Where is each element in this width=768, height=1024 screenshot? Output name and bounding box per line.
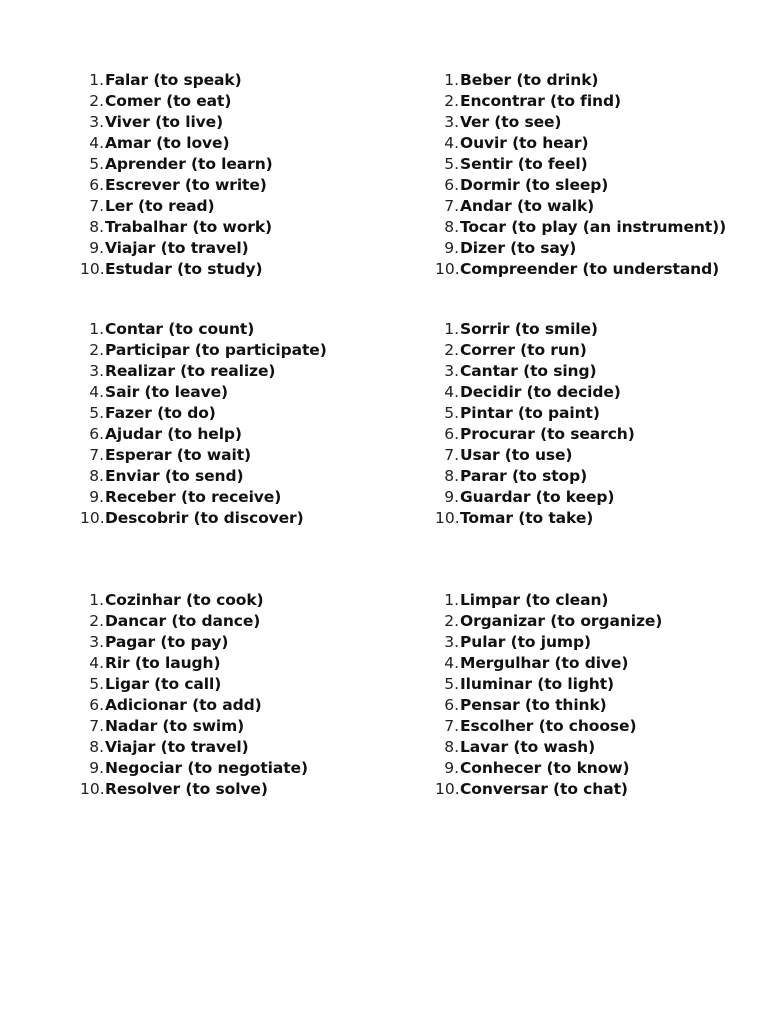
list-item [435,611,765,632]
item-number: 8. [444,738,459,756]
item-text: Esperar (to wait) [105,446,251,464]
list-item [80,238,410,259]
item-number: 7. [89,197,104,215]
list-item [435,133,765,154]
item-text: Procurar (to search) [460,425,635,443]
list-item [80,133,410,154]
item-text: Realizar (to realize) [105,362,276,380]
list-item [435,508,765,529]
list-item [80,632,410,653]
item-number: 8. [89,467,104,485]
list-item [80,779,410,800]
list-item [80,196,410,217]
item-number: 9. [89,759,104,777]
list-item [80,91,410,112]
item-number: 2. [444,92,459,110]
item-number: 2. [89,612,104,630]
list-item [435,758,765,779]
item-number: 7. [89,717,104,735]
item-number: 8. [89,738,104,756]
item-number: 5. [89,675,104,693]
item-number: 1. [444,71,459,89]
item-text: Usar (to use) [460,446,573,464]
item-number: 2. [444,341,459,359]
list-item [80,445,410,466]
verb-list-3 [80,319,410,529]
list-item [80,466,410,487]
item-number: 2. [89,92,104,110]
item-number: 8. [444,467,459,485]
item-text: Fazer (to do) [105,404,216,422]
item-number: 3. [89,633,104,651]
item-text: Sentir (to feel) [460,155,588,173]
list-item [435,91,765,112]
list-item [80,758,410,779]
item-number: 4. [89,654,104,672]
item-text: Organizar (to organize) [460,612,663,630]
item-number: 10. [435,260,460,278]
verb-list-1 [80,70,410,280]
list-item [435,70,765,91]
item-number: 9. [89,239,104,257]
item-number: 9. [89,488,104,506]
item-number: 1. [444,591,459,609]
list-item [80,382,410,403]
verb-list-5 [80,590,410,800]
list-item [435,716,765,737]
list-item [80,737,410,758]
item-number: 3. [444,113,459,131]
item-text: Encontrar (to find) [460,92,621,110]
list-item [80,319,410,340]
item-number: 3. [89,113,104,131]
item-text: Escolher (to choose) [460,717,637,735]
list-item [435,424,765,445]
list-item [80,674,410,695]
item-number: 5. [444,675,459,693]
item-text: Viajar (to travel) [105,738,249,756]
list-item [80,487,410,508]
verb-list-4 [435,319,765,529]
item-number: 7. [89,446,104,464]
item-number: 5. [89,155,104,173]
list-item [80,590,410,611]
list-item [80,653,410,674]
item-number: 3. [444,633,459,651]
item-text: Viver (to live) [105,113,224,131]
list-item [80,695,410,716]
list-item [435,632,765,653]
item-number: 9. [444,759,459,777]
list-item [80,217,410,238]
item-text: Guardar (to keep) [460,488,615,506]
item-text: Contar (to count) [105,320,255,338]
item-text: Ver (to see) [460,113,562,131]
list-item [80,175,410,196]
list-item [435,382,765,403]
list-item [435,112,765,133]
item-number: 6. [444,176,459,194]
list-item [435,217,765,238]
item-text: Nadar (to swim) [105,717,245,735]
item-text: Estudar (to study) [105,260,263,278]
item-text: Decidir (to decide) [460,383,621,401]
item-text: Trabalhar (to work) [105,218,273,236]
item-number: 9. [444,488,459,506]
item-text: Limpar (to clean) [460,591,609,609]
item-text: Receber (to receive) [105,488,282,506]
item-text: Conhecer (to know) [460,759,630,777]
item-text: Ouvir (to hear) [460,134,589,152]
item-number: 9. [444,239,459,257]
item-text: Pintar (to paint) [460,404,600,422]
item-text: Viajar (to travel) [105,239,249,257]
list-item [435,175,765,196]
list-item [80,340,410,361]
verb-list-2 [435,70,765,280]
item-text: Amar (to love) [105,134,230,152]
item-text: Tomar (to take) [460,509,594,527]
item-number: 10. [80,260,105,278]
item-number: 4. [444,383,459,401]
list-item [435,319,765,340]
list-item [435,466,765,487]
list-item [435,653,765,674]
item-text: Participar (to participate) [105,341,327,359]
item-number: 8. [89,218,104,236]
item-text: Sair (to leave) [105,383,228,401]
item-number: 1. [89,71,104,89]
item-text: Mergulhar (to dive) [460,654,629,672]
item-number: 4. [444,134,459,152]
list-item [435,695,765,716]
item-text: Negociar (to negotiate) [105,759,308,777]
item-number: 1. [89,320,104,338]
list-item [435,487,765,508]
item-text: Conversar (to chat) [460,780,628,798]
item-text: Pensar (to think) [460,696,607,714]
item-text: Parar (to stop) [460,467,588,485]
item-text: Tocar (to play (an instrument)) [460,218,727,236]
item-number: 7. [444,717,459,735]
item-number: 6. [444,425,459,443]
item-number: 2. [89,341,104,359]
list-item [435,196,765,217]
item-text: Adicionar (to add) [105,696,262,714]
item-text: Dizer (to say) [460,239,577,257]
item-text: Sorrir (to smile) [460,320,598,338]
item-text: Rir (to laugh) [105,654,221,672]
item-number: 6. [89,176,104,194]
item-number: 4. [89,383,104,401]
item-text: Dormir (to sleep) [460,176,609,194]
list-item [435,737,765,758]
item-text: Cantar (to sing) [460,362,597,380]
item-text: Enviar (to send) [105,467,244,485]
list-item [435,154,765,175]
list-item [80,611,410,632]
list-item [435,259,765,280]
item-text: Ajudar (to help) [105,425,242,443]
item-text: Ligar (to call) [105,675,222,693]
item-text: Comer (to eat) [105,92,232,110]
item-text: Resolver (to solve) [105,780,268,798]
list-item [80,424,410,445]
item-number: 4. [89,134,104,152]
item-text: Pular (to jump) [460,633,591,651]
item-number: 6. [444,696,459,714]
item-number: 3. [89,362,104,380]
item-number: 10. [80,509,105,527]
item-number: 2. [444,612,459,630]
item-text: Falar (to speak) [105,71,242,89]
item-number: 3. [444,362,459,380]
item-text: Iluminar (to light) [460,675,615,693]
item-number: 5. [444,155,459,173]
list-item [435,445,765,466]
item-text: Dancar (to dance) [105,612,261,630]
item-number: 5. [444,404,459,422]
item-number: 7. [444,446,459,464]
item-number: 10. [80,780,105,798]
item-text: Escrever (to write) [105,176,267,194]
item-number: 6. [89,425,104,443]
item-number: 1. [444,320,459,338]
list-item [435,674,765,695]
list-item [80,716,410,737]
list-item [80,508,410,529]
item-text: Pagar (to pay) [105,633,229,651]
list-item [80,154,410,175]
item-number: 10. [435,780,460,798]
item-text: Beber (to drink) [460,71,599,89]
list-item [435,361,765,382]
item-number: 8. [444,218,459,236]
list-item [80,361,410,382]
item-text: Ler (to read) [105,197,215,215]
list-item [435,238,765,259]
list-item [435,340,765,361]
list-item [80,112,410,133]
item-text: Aprender (to learn) [105,155,273,173]
list-item [435,779,765,800]
item-text: Compreender (to understand) [460,260,720,278]
item-text: Descobrir (to discover) [105,509,304,527]
list-item [80,70,410,91]
list-item [80,403,410,424]
verb-list-6 [435,590,765,800]
item-number: 10. [435,509,460,527]
list-item [435,590,765,611]
item-number: 1. [89,591,104,609]
item-text: Andar (to walk) [460,197,595,215]
list-item [435,403,765,424]
item-number: 7. [444,197,459,215]
item-text: Cozinhar (to cook) [105,591,264,609]
item-number: 4. [444,654,459,672]
item-text: Lavar (to wash) [460,738,596,756]
item-number: 5. [89,404,104,422]
list-item [80,259,410,280]
item-text: Correr (to run) [460,341,587,359]
item-number: 6. [89,696,104,714]
